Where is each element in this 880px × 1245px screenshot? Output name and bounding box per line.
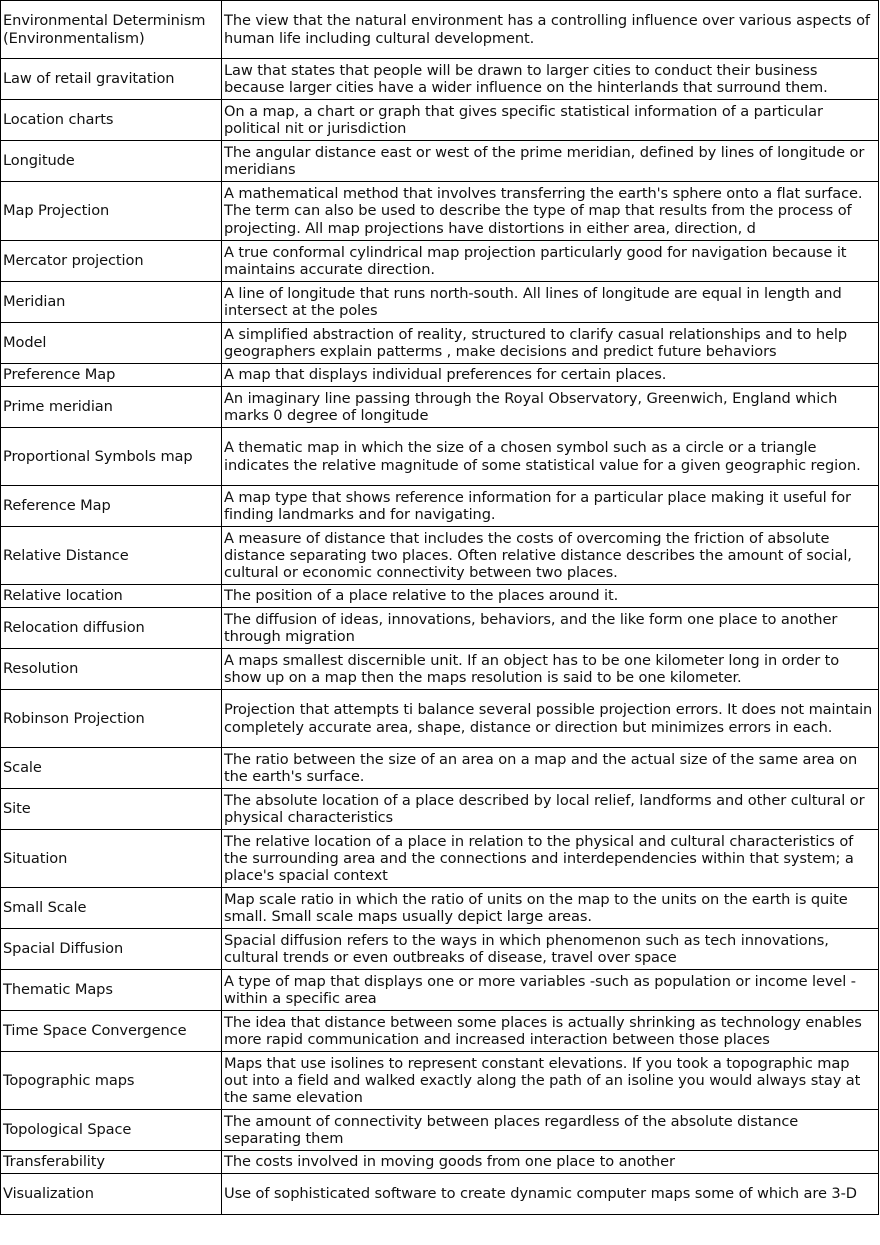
table-row	[1, 1110, 879, 1151]
definition-cell: The absolute location of a place described by local relief, landforms and other cultural or physical characteristics	[222, 789, 879, 830]
table-row	[1, 282, 879, 323]
table-row	[1, 748, 879, 789]
table-row	[1, 690, 879, 748]
table-row	[1, 527, 879, 585]
table-row	[1, 789, 879, 830]
term-cell: Longitude	[1, 141, 222, 182]
table-row	[1, 428, 879, 486]
table-row	[1, 1011, 879, 1052]
definition-cell: A simplified abstraction of reality, structured to clarify casual relationships and to help geographers explain patterms , make decisions and predict future behaviors	[222, 323, 879, 364]
term-cell: Topographic maps	[1, 1052, 222, 1110]
term-cell: Environmental Determinism (Environmentalism)	[1, 1, 222, 59]
table-row	[1, 387, 879, 428]
term-cell: Small Scale	[1, 888, 222, 929]
definition-cell: Map scale ratio in which the ratio of units on the map to the units on the earth is quite small. Small scale maps usually depict large areas.	[222, 888, 879, 929]
table-row	[1, 1174, 879, 1215]
definition-cell: A measure of distance that includes the costs of overcoming the friction of absolute distance separating two places. Often relative distance describes the amount of social, cultural or economic connectivity between two places.	[222, 527, 879, 585]
term-cell: Meridian	[1, 282, 222, 323]
table-row	[1, 100, 879, 141]
term-cell: Transferability	[1, 1151, 222, 1174]
definition-cell: Use of sophisticated software to create dynamic computer maps some of which are 3-D	[222, 1174, 879, 1215]
definition-cell: An imaginary line passing through the Royal Observatory, Greenwich, England which marks 0 degree of longitude	[222, 387, 879, 428]
table-row	[1, 182, 879, 241]
term-cell: Mercator projection	[1, 241, 222, 282]
table-row	[1, 486, 879, 527]
term-cell: Prime meridian	[1, 387, 222, 428]
term-cell: Thematic Maps	[1, 970, 222, 1011]
definition-cell: The position of a place relative to the places around it.	[222, 585, 879, 608]
table-row	[1, 929, 879, 970]
term-cell: Spacial Diffusion	[1, 929, 222, 970]
term-cell: Visualization	[1, 1174, 222, 1215]
table-row	[1, 1, 879, 59]
definition-cell: The diffusion of ideas, innovations, behaviors, and the like form one place to another through migration	[222, 608, 879, 649]
table-row	[1, 970, 879, 1011]
term-cell: Robinson Projection	[1, 690, 222, 748]
term-cell: Reference Map	[1, 486, 222, 527]
definition-cell: A thematic map in which the size of a chosen symbol such as a circle or a triangle indicates the relative magnitude of some statistical value for a given geographic region.	[222, 428, 879, 486]
term-cell: Scale	[1, 748, 222, 789]
term-cell: Relative Distance	[1, 527, 222, 585]
table-row	[1, 830, 879, 888]
definition-cell: The ratio between the size of an area on a map and the actual size of the same area on the earth's surface.	[222, 748, 879, 789]
table-row	[1, 364, 879, 387]
term-cell: Location charts	[1, 100, 222, 141]
table-row	[1, 141, 879, 182]
definition-cell: The idea that distance between some places is actually shrinking as technology enables more rapid communication and increased interaction between those places	[222, 1011, 879, 1052]
definition-cell: Spacial diffusion refers to the ways in which phenomenon such as tech innovations, cultural trends or even outbreaks of disease, travel over space	[222, 929, 879, 970]
table-row	[1, 1151, 879, 1174]
definition-cell: Projection that attempts ti balance several possible projection errors. It does not maintain completely accurate area, shape, distance or direction but minimizes errors in each.	[222, 690, 879, 748]
definition-cell: A type of map that displays one or more variables -such as population or income level - within a specific area	[222, 970, 879, 1011]
definition-cell: The costs involved in moving goods from one place to another	[222, 1151, 879, 1174]
table-row	[1, 1052, 879, 1110]
definition-cell: A map that displays individual preferences for certain places.	[222, 364, 879, 387]
term-cell: Resolution	[1, 649, 222, 690]
definition-cell: A mathematical method that involves transferring the earth's sphere onto a flat surface. The term can also be used to describe the type of map that results from the process of projecting. All map projections have distortions in either area, direction, d	[222, 182, 879, 241]
definition-cell: A line of longitude that runs north-south. All lines of longitude are equal in length and intersect at the poles	[222, 282, 879, 323]
term-cell: Topological Space	[1, 1110, 222, 1151]
term-cell: Site	[1, 789, 222, 830]
term-cell: Model	[1, 323, 222, 364]
table-row	[1, 241, 879, 282]
definition-cell: A true conformal cylindrical map projection particularly good for navigation because it maintains accurate direction.	[222, 241, 879, 282]
definition-cell: The view that the natural environment has a controlling influence over various aspects of human life including cultural development.	[222, 1, 879, 59]
table-row	[1, 608, 879, 649]
term-cell: Proportional Symbols map	[1, 428, 222, 486]
definition-cell: The angular distance east or west of the prime meridian, defined by lines of longitude or meridians	[222, 141, 879, 182]
table-row	[1, 649, 879, 690]
table-row	[1, 323, 879, 364]
term-cell: Map Projection	[1, 182, 222, 241]
definition-cell: The amount of connectivity between places regardless of the absolute distance separating them	[222, 1110, 879, 1151]
table-row	[1, 59, 879, 100]
definition-cell: On a map, a chart or graph that gives specific statistical information of a particular political nit or jurisdiction	[222, 100, 879, 141]
table-row	[1, 888, 879, 929]
definition-cell: A maps smallest discernible unit. If an object has to be one kilometer long in order to show up on a map then the maps resolution is said to be one kilometer.	[222, 649, 879, 690]
definition-cell: The relative location of a place in relation to the physical and cultural characteristics of the surrounding area and the connections and interdependencies within that system; a place's spacial context	[222, 830, 879, 888]
term-cell: Relative location	[1, 585, 222, 608]
definition-cell: A map type that shows reference information for a particular place making it useful for finding landmarks and for navigating.	[222, 486, 879, 527]
definition-cell: Law that states that people will be drawn to larger cities to conduct their business because larger cities have a wider influence on the hinterlands that surround them.	[222, 59, 879, 100]
term-cell: Preference Map	[1, 364, 222, 387]
term-cell: Situation	[1, 830, 222, 888]
table-row	[1, 585, 879, 608]
term-cell: Relocation diffusion	[1, 608, 222, 649]
term-cell: Law of retail gravitation	[1, 59, 222, 100]
definition-cell: Maps that use isolines to represent constant elevations. If you took a topographic map out into a field and walked exactly along the path of an isoline you would always stay at the same elevation	[222, 1052, 879, 1110]
term-cell: Time Space Convergence	[1, 1011, 222, 1052]
